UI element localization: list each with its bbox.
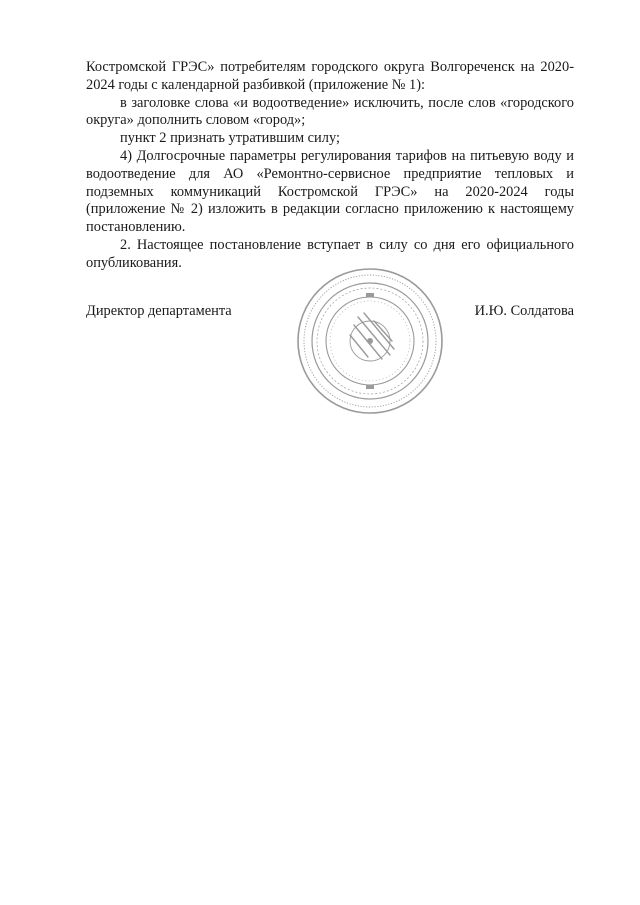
paragraph-item-4: 4) Долгосрочные параметры регулирования тарифов на питьевую воду и водоотведение для АО «Ремонтно-сервисное предприятие тепловых и подземных коммуникаций Костромской ГРЭС» на 2020-2024 годы (приложение № 2) изложить в редакции согласно приложению к настоящему постановлению. bbox=[86, 147, 574, 236]
paragraph-effective-date: 2. Настоящее постановление вступает в силу со дня его официального опубликования. bbox=[86, 236, 574, 271]
official-seal-stamp-icon bbox=[294, 265, 446, 417]
signatory-title: Директор департамента bbox=[86, 303, 232, 319]
paragraph-continuation: Костромской ГРЭС» потребителям городского округа Волгореченск на 2020-2024 годы с календарной разбивкой (приложение № 1): bbox=[86, 59, 574, 93]
paragraph-title-amendment: в заголовке слова «и водоотведение» исключить, после слов «городского округа» дополнить словом «город»; bbox=[86, 94, 574, 129]
document-body bbox=[86, 59, 574, 273]
signatory-name: И.Ю. Солдатова bbox=[474, 303, 574, 319]
paragraph-item-2-void: пункт 2 признать утратившим силу; bbox=[120, 130, 340, 147]
